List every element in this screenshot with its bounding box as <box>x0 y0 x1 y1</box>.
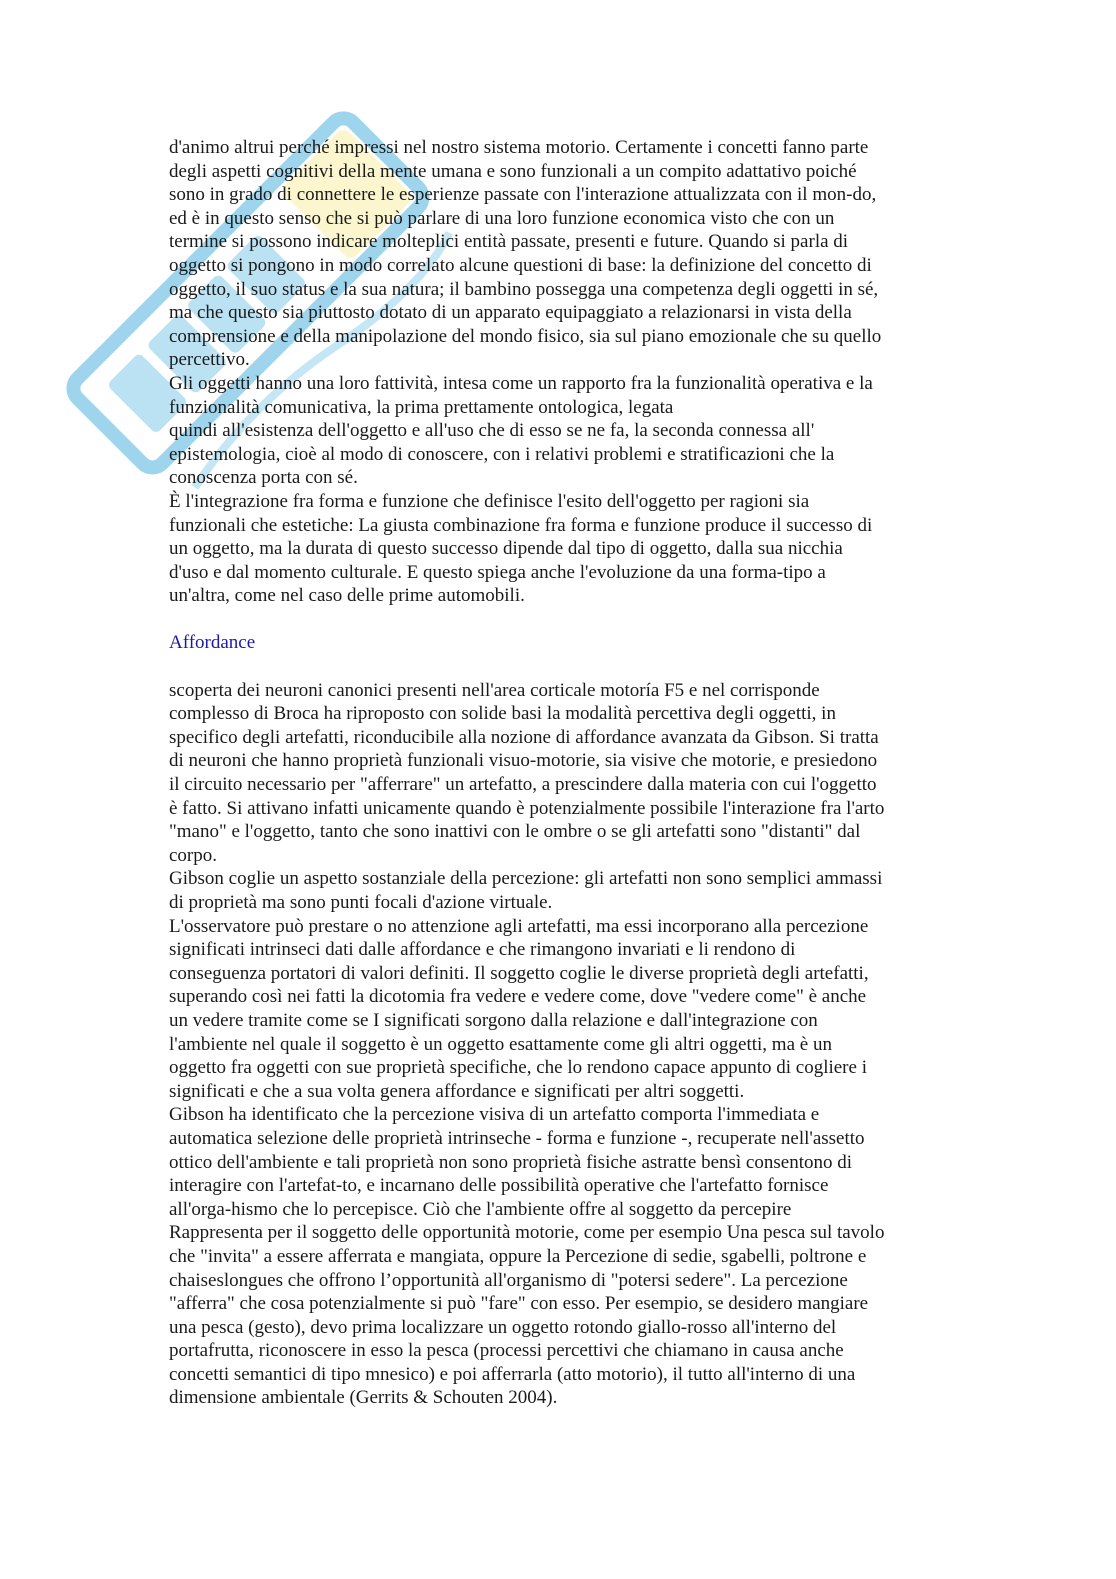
document-page <box>169 136 949 1410</box>
text-line: epistemologia, cioè al modo di conoscere, con i relativi problemi e stratificazioni che la <box>169 443 835 465</box>
text-line: complesso di Broca ha riproposto con solide basi la modalità percettiva degli oggetti, in <box>169 703 836 725</box>
text-line: È l'integrazione fra forma e funzione che definisce l'esito dell'oggetto per ragioni sia <box>169 490 810 512</box>
text-line: termine si possono indicare molteplici entità passate, presenti e future. Quando si parla di <box>169 231 849 253</box>
text-line: Gibson ha identificato che la percezione visiva di un artefatto comporta l'immediata e <box>169 1104 820 1126</box>
text-line: quindi all'esistenza dell'oggetto e all'uso che di esso se ne fa, la seconda connessa all' <box>169 420 815 442</box>
text-line: ottico dell'ambiente e tali proprietà non sono proprietà fisiche astratte bensì consentono di <box>169 1151 852 1173</box>
text-line: oggetto fra oggetti con sue proprietà specifiche, che lo rendono capace appunto di cogliere i <box>169 1057 867 1079</box>
text-line: oggetto si pongono in modo correlato alcune questioni di base: la definizione del concetto di <box>169 254 872 276</box>
text-line: comprensione e della manipolazione del mondo fisico, sia sul piano emozionale che su quello <box>169 325 882 347</box>
text-line: di neuroni che hanno proprietà funzionali visuo-motorie, sia visive che motorie, e presiedono <box>169 750 878 772</box>
text-line: di proprietà ma sono punti focali d'azione virtuale. <box>169 892 553 913</box>
paragraph <box>169 867 949 914</box>
text-line: Gibson coglie un aspetto sostanziale della percezione: gli artefatti non sono semplici ammassi <box>169 868 883 890</box>
paragraph <box>169 915 949 1104</box>
text-line: ed è in questo senso che si può parlare di una loro funzione economica visto che con un <box>169 207 835 229</box>
text-line: all'orga-hismo che lo percepisce. Ciò che l'ambiente offre al soggetto da percepire <box>169 1198 792 1220</box>
text-line: funzionali che estetiche: La giusta combinazione fra forma e funzione produce il successo di <box>169 514 873 536</box>
text-line: Gli oggetti hanno una loro fattività, intesa come un rapporto fra la funzionalità operativa e la <box>169 372 873 394</box>
paragraph <box>169 1103 949 1410</box>
text-line: percettivo. <box>169 349 250 371</box>
text-line: dimensione ambientale (Gerrits & Schouten 2004). <box>169 1387 558 1409</box>
text-line: "mano" e l'oggetto, tanto che sono inattivi con le ombre o se gli artefatti sono "distanti" dal <box>169 821 861 843</box>
paragraph <box>169 490 949 608</box>
text-line: degli aspetti cognitivi della mente umana e sono funzionali a un compito adattativo poiché <box>169 160 857 182</box>
text-line: è fatto. Si attivano infatti unicamente quando è potenzialmente possibile l'interazione fra l'arto <box>169 797 885 819</box>
text-line: significati e che a sua volta genera affordance e significati per altri soggetti. <box>169 1080 745 1102</box>
text-line: funzionalità comunicativa, la prima prettamente ontologica, legata <box>169 396 674 418</box>
text-line: oggetto, il suo status e la sua natura; il bambino possegga una competenza degli oggetti in sé, <box>169 278 879 300</box>
text-line: superando così nei fatti la dicotomia fra vedere e vedere come, dove "vedere come" è anche <box>169 986 867 1008</box>
section-affordance <box>169 679 949 1410</box>
paragraph <box>169 372 949 490</box>
text-line: "afferra" che cosa potenzialmente si può "fare" con esso. Per esempio, se desidero mangiare <box>169 1293 869 1315</box>
text-line: specifico degli artefatti, riconducibile alla nozione di affordance avanzata da Gibson. Si tratta <box>169 726 879 748</box>
text-line: Rappresenta per il soggetto delle opportunità motorie, come per esempio Una pesca sul tavolo <box>169 1222 885 1244</box>
text-line: d'uso e dal momento culturale. E questo spiega anche l'evoluzione da una forma-tipo a <box>169 561 826 583</box>
text-line: chaiseslongues che offrono l’opportunità all'organismo di "potersi sedere". La percezione <box>169 1269 848 1291</box>
text-line: che "invita" a essere afferrata e mangiata, oppure la Percezione di sedie, sgabelli, poltrone e <box>169 1245 867 1267</box>
text-line: sono in grado di connettere le esperienze passate con l'interazione attualizzata con il mon-do, <box>169 184 877 206</box>
text-line: conoscenza porta con sé. <box>169 467 358 489</box>
text-line: un vedere tramite come se I significati sorgono dalla relazione e dall'integrazione con <box>169 1009 818 1031</box>
text-line: portafrutta, riconoscere in esso la pesca (processi percettivi che chiamano in causa anche <box>169 1340 844 1362</box>
text-line: automatica selezione delle proprietà intrinseche - forma e funzione -, recuperate nell'assetto <box>169 1127 865 1149</box>
text-line: una pesca (gesto), devo prima localizzare un oggetto rotondo giallo-rosso all'interno del <box>169 1316 837 1338</box>
text-line: l'ambiente nel quale il soggetto è un oggetto esattamente come gli altri oggetti, ma è un <box>169 1033 832 1055</box>
text-line: corpo. <box>169 844 218 866</box>
text-line: concetti semantici di tipo mnesico) e poi afferrarla (atto motorio), il tutto all'interno di una <box>169 1363 856 1385</box>
text-line: interagire con l'artefat-to, e incarnano delle possibilità operative che l'artefatto fornisce <box>169 1175 829 1197</box>
text-line: un oggetto, ma la durata di questo successo dipende dal tipo di oggetto, dalla sua nicchia <box>169 538 843 560</box>
section-heading: Affordance <box>169 632 256 654</box>
paragraph <box>169 679 949 868</box>
text-line: L'osservatore può prestare o no attenzione agli artefatti, ma essi incorporano alla percezione <box>169 915 869 937</box>
text-line: d'animo altrui perché impressi nel nostro sistema motorio. Certamente i concetti fanno parte <box>169 137 869 158</box>
text-line: un'altra, come nel caso delle prime automobili. <box>169 585 525 607</box>
text-line: significati intrinseci dati dalle affordance e che rimangono invariati e li rendono di <box>169 939 796 961</box>
paragraph <box>169 136 949 372</box>
text-line: conseguenza portatori di valori definiti. Il soggetto coglie le diverse proprietà degli artefatti, <box>169 962 869 984</box>
text-line: ma che questo sia piuttosto dotato di un apparato equipaggiato a relazionarsi in vista della <box>169 302 852 324</box>
text-line: scoperta dei neuroni canonici presenti nell'area corticale motoría F5 e nel corrisponde <box>169 679 820 701</box>
section-intro <box>169 136 949 608</box>
text-line: il circuito necessario per "afferrare" un artefatto, a prescindere dalla materia con cui l'oggetto <box>169 774 877 796</box>
